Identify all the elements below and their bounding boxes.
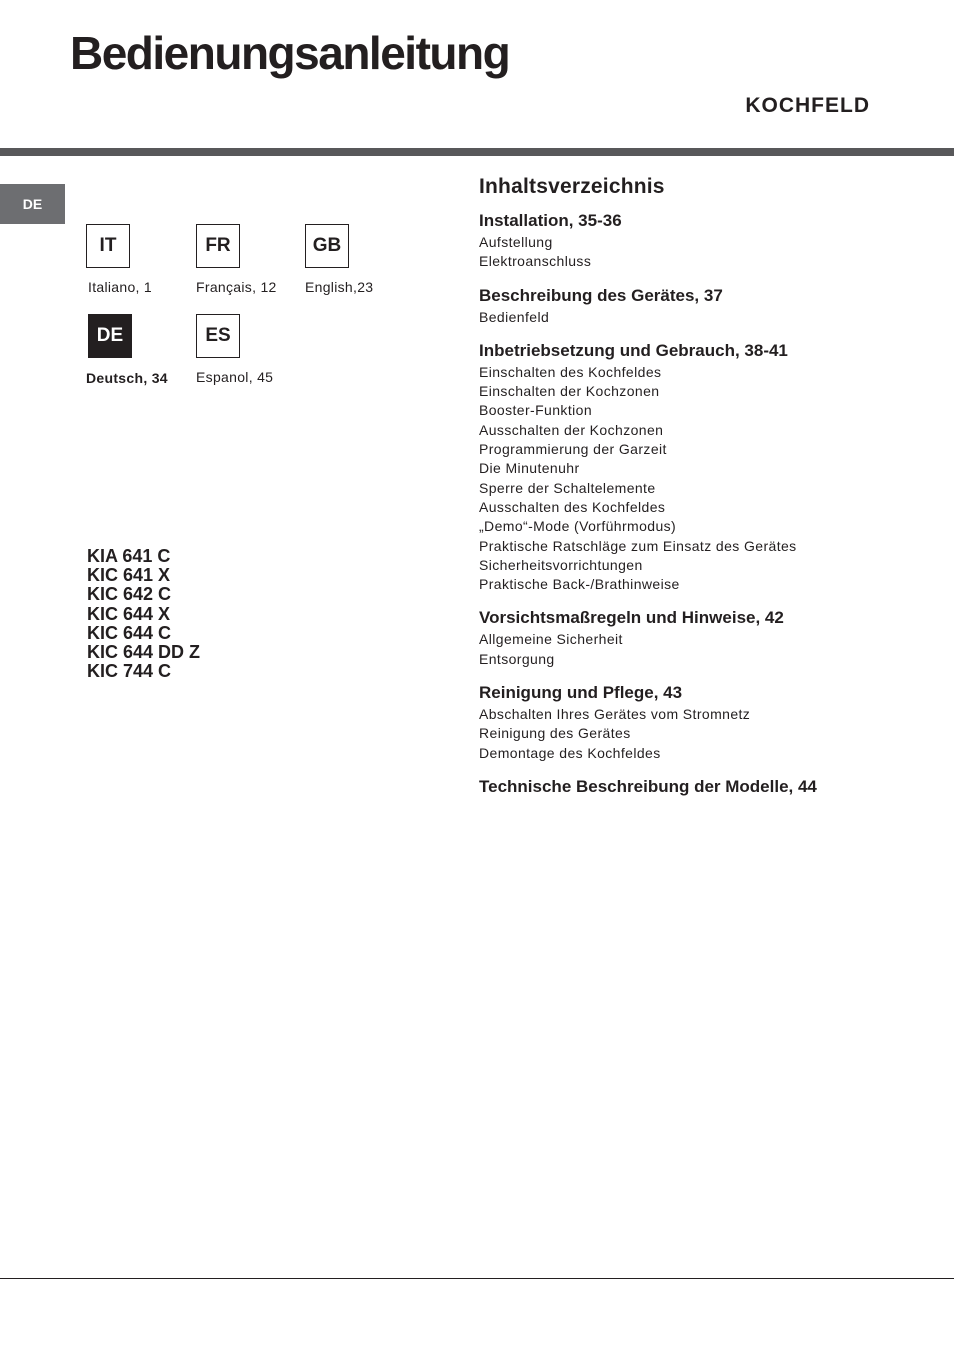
toc-item[interactable]: Bedienfeld <box>479 308 550 325</box>
toc-item[interactable]: Allgemeine Sicherheit <box>479 631 623 648</box>
model-name: KIC 642 C <box>87 584 172 605</box>
toc-item[interactable]: Entsorgung <box>479 650 555 667</box>
toc-heading[interactable]: Beschreibung des Gerätes, 37 <box>479 285 723 305</box>
toc-item[interactable]: Abschalten Ihres Gerätes vom Stromnetz <box>479 706 751 723</box>
toc-item[interactable]: Demontage des Kochfeldes <box>479 744 661 761</box>
toc-item[interactable]: Sperre der Schaltelemente <box>479 479 656 496</box>
language-box-it[interactable]: IT <box>86 224 130 268</box>
model-list <box>87 547 200 681</box>
page-title: Bedienungsanleitung <box>70 27 510 79</box>
model-name: KIA 641 C <box>87 546 171 566</box>
toc-heading[interactable]: Inbetriebsetzung und Gebrauch, 38-41 <box>479 340 788 360</box>
language-box-de[interactable]: DE <box>88 314 132 358</box>
product-subtitle: KOCHFELD <box>745 94 870 117</box>
top-divider <box>0 148 954 156</box>
language-label-es[interactable]: Espanol, 45 <box>196 369 274 385</box>
toc-section-installation <box>479 209 939 272</box>
toc-section-safety <box>479 606 939 669</box>
model-name: KIC 644 X <box>87 603 171 624</box>
model-name: KIC 644 DD Z <box>87 642 201 663</box>
toc-title: Inhaltsverzeichnis <box>479 175 665 198</box>
toc-section-operation <box>479 339 939 595</box>
toc-section-description <box>479 284 939 327</box>
toc-item[interactable]: Booster-Funktion <box>479 402 593 419</box>
toc-item[interactable]: Ausschalten des Kochfeldes <box>479 498 666 515</box>
toc-item[interactable]: Die Minutenuhr <box>479 460 580 477</box>
toc-item[interactable]: Aufstellung <box>479 234 553 250</box>
toc-item[interactable]: Ausschalten der Kochzonen <box>479 421 664 438</box>
toc-heading[interactable]: Vorsichtsmaßregeln und Hinweise, 42 <box>479 608 784 628</box>
toc-heading[interactable]: Installation, 35-36 <box>479 211 622 230</box>
toc-item[interactable]: Elektroanschluss <box>479 253 592 270</box>
language-label-it[interactable]: Italiano, 1 <box>88 279 153 295</box>
toc-item[interactable]: Reinigung des Gerätes <box>479 725 631 742</box>
model-name: KIC 644 C <box>87 622 172 643</box>
toc-item[interactable]: Praktische Ratschläge zum Einsatz des Gerätes <box>479 537 797 554</box>
language-label-gb[interactable]: English,23 <box>305 279 374 295</box>
toc-section-cleaning <box>479 681 939 763</box>
model-name: KIC 641 X <box>87 565 171 586</box>
language-side-tab: DE <box>0 184 65 224</box>
language-label-fr[interactable]: Français, 12 <box>196 279 277 295</box>
toc-item[interactable]: Einschalten des Kochfeldes <box>479 363 662 380</box>
table-of-contents <box>479 175 939 811</box>
bottom-divider <box>0 1278 954 1279</box>
toc-heading[interactable]: Reinigung und Pflege, 43 <box>479 683 683 703</box>
toc-section-technical <box>479 775 939 799</box>
toc-heading[interactable]: Technische Beschreibung der Modelle, 44 <box>479 776 817 796</box>
language-box-fr[interactable]: FR <box>196 224 240 268</box>
language-box-es[interactable]: ES <box>196 314 240 358</box>
toc-item[interactable]: „Demo“-Mode (Vorführmodus) <box>479 518 677 535</box>
toc-item[interactable]: Praktische Back-/Brathinweise <box>479 576 680 593</box>
model-name: KIC 744 C <box>87 661 172 682</box>
language-label-de[interactable]: Deutsch, 34 <box>86 370 168 386</box>
language-box-gb[interactable]: GB <box>305 224 349 268</box>
toc-item[interactable]: Programmierung der Garzeit <box>479 441 667 458</box>
toc-item[interactable]: Sicherheitsvorrichtungen <box>479 556 643 573</box>
toc-item[interactable]: Einschalten der Kochzonen <box>479 383 660 400</box>
